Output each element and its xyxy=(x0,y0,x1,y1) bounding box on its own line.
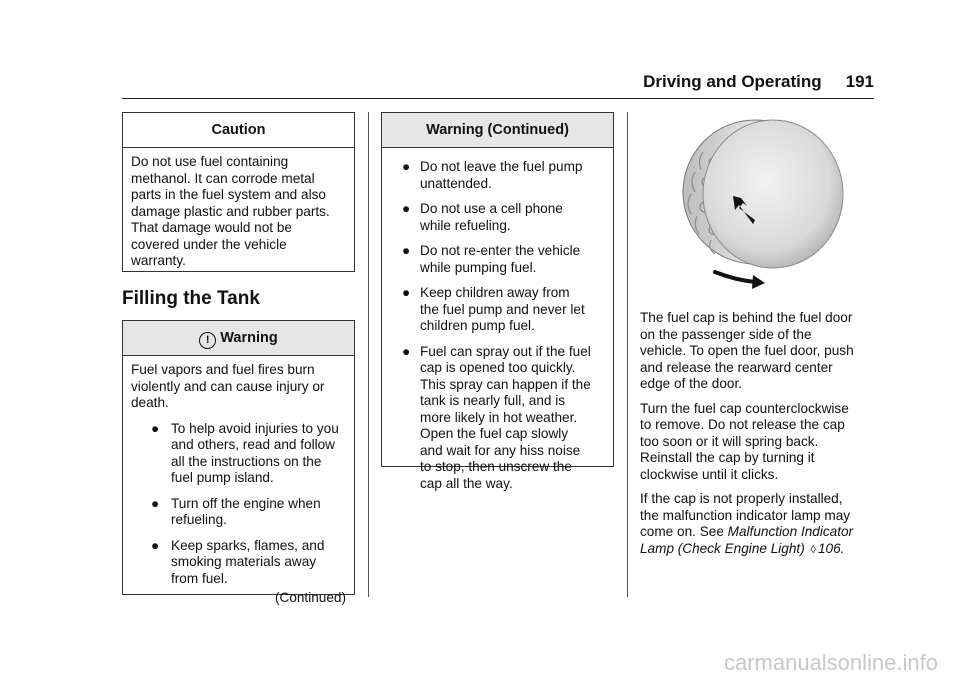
page-number: 191 xyxy=(845,72,874,91)
column-divider-left xyxy=(368,112,369,597)
warning-body xyxy=(123,356,354,613)
xref-link-check-engine[interactable]: Lamp (Check Engine Light) xyxy=(640,540,805,556)
warning-intro-line: death. xyxy=(131,395,169,410)
list-item: ● Keep sparks, flames, and smoking materials away from fuel. xyxy=(151,537,325,586)
list-item: ● To help avoid injuries to you and others, read and follow all the instructions on the fuel pump island. xyxy=(151,420,339,485)
list-item: ● Do not use a cell phone while refueling. xyxy=(402,201,563,233)
caution-line: Do not use fuel containing xyxy=(131,154,289,169)
list-item: ● Do not leave the fuel pump unattended. xyxy=(402,159,583,191)
paragraph-fuel-door: The fuel cap is behind the fuel door on the passenger side of the vehicle. To open the fuel door, push and release the rearward center edge of the door. xyxy=(640,310,854,391)
bullet-icon: ● xyxy=(402,285,411,300)
warning-title-bar xyxy=(123,321,354,356)
xref-link-malfunction-indicator[interactable]: Malfunction Indicator xyxy=(727,524,854,539)
warning-continued-list xyxy=(390,159,605,492)
rotate-arrow-icon xyxy=(715,272,755,282)
column-divider-right xyxy=(627,112,628,597)
list-item: ● Fuel can spray out if the fuel cap is opened too quickly. This spray can happen if the tank is nearly full, and is more likely in hot weather. Open the fuel cap slowly and wait for any hiss noise to stop, then unscrew the cap all the way. xyxy=(402,343,591,491)
section-title: Filling the Tank xyxy=(122,288,260,309)
bullet-icon: ● xyxy=(402,243,411,258)
warning-continued-title: Warning (Continued) xyxy=(382,113,613,148)
xref-page[interactable]: 106. xyxy=(817,540,845,556)
warning-icon: ! xyxy=(199,332,216,349)
warning-continued-body xyxy=(382,148,613,498)
right-column-text xyxy=(640,310,878,566)
bullet-icon: ● xyxy=(151,495,160,511)
cap-face xyxy=(703,120,843,268)
caution-line: methanol. It can corrode metal xyxy=(131,170,315,186)
caution-box xyxy=(122,112,355,272)
caution-body xyxy=(123,148,354,276)
paragraph-indicator-lamp: If the cap is not properly installed, the malfunction indicator lamp may come on. See Malfunction Indicator Lamp (Check Engine Light) ◊ 106. xyxy=(640,491,854,556)
bullet-icon: ● xyxy=(151,537,160,553)
bullet-icon: ● xyxy=(402,201,411,216)
caution-line: That damage would not be xyxy=(131,220,292,235)
list-item: ● Keep children away from the fuel pump and never let children pump fuel. xyxy=(402,285,585,333)
warning-box xyxy=(122,320,355,605)
fuel-cap-illustration xyxy=(655,112,870,292)
header-rule xyxy=(122,98,874,99)
list-item: ● Do not re-enter the vehicle while pumping fuel. xyxy=(402,243,581,275)
rotate-arrowhead-icon xyxy=(752,275,765,289)
page-ref-icon: ◊ xyxy=(810,543,816,556)
warning-intro-line: Fuel vapors and fuel fires burn xyxy=(131,362,315,377)
list-item: ● Turn off the engine when refueling. xyxy=(151,495,321,527)
watermark: carmanualsonline.info xyxy=(723,650,938,675)
bullet-icon: ● xyxy=(402,159,411,174)
warning-bullet-list xyxy=(131,421,346,588)
paragraph-fuel-cap: Turn the fuel cap counterclockwise to remove. Do not release the cap too soon or it will spring back. Reinstall the cap by turning it clockwise until it clicks. xyxy=(640,400,849,482)
continued-label: (Continued) xyxy=(274,590,346,605)
warning-continued-box xyxy=(381,112,614,491)
caution-line: covered under the vehicle xyxy=(131,236,287,252)
caution-title: Caution xyxy=(123,113,354,148)
warning-intro-line: violently and can cause injury or xyxy=(131,378,325,394)
caution-line: damage plastic and rubber parts. xyxy=(131,203,330,219)
caution-line: warranty. xyxy=(131,253,186,268)
bullet-icon: ● xyxy=(151,420,160,436)
warning-title: Warning xyxy=(220,330,278,346)
bullet-icon: ● xyxy=(402,343,411,359)
page-header xyxy=(122,72,874,92)
header-title: Driving and Operating xyxy=(643,72,822,91)
caution-line: parts in the fuel system and also xyxy=(131,187,326,202)
